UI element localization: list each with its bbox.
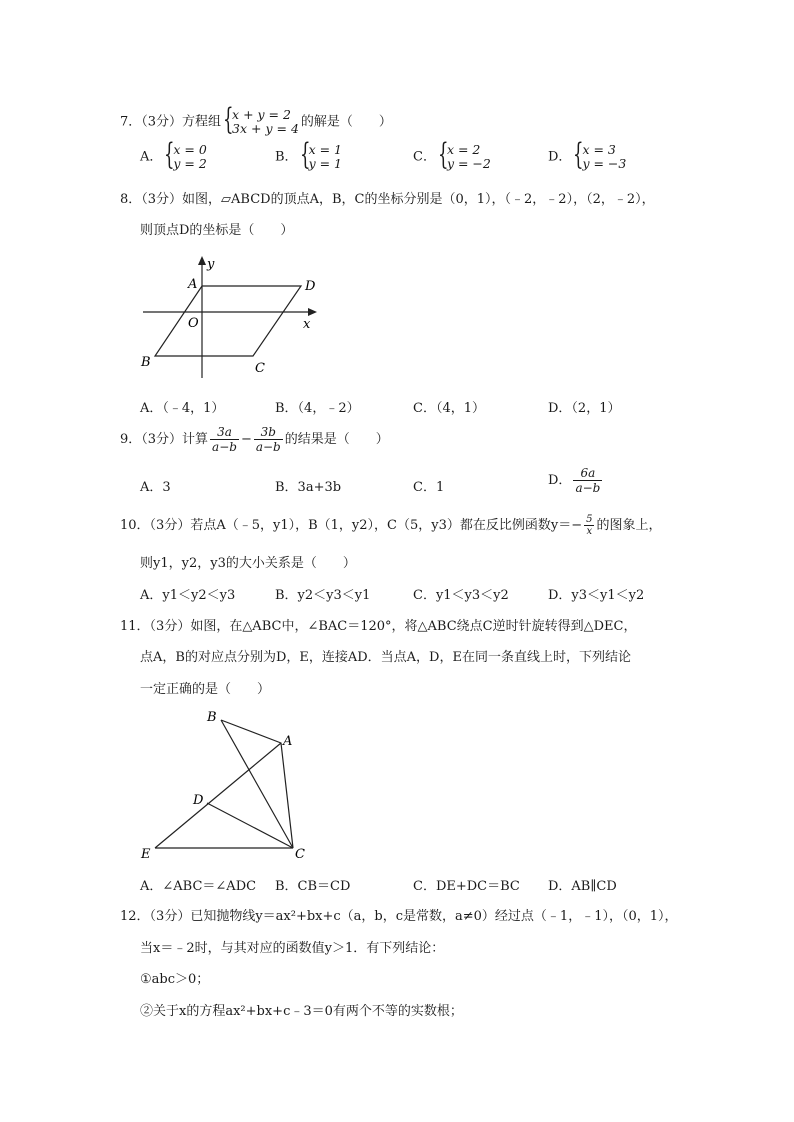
q7-equation-system: { x + y = 2 3x + y = 4 <box>223 102 299 137</box>
q7-option-d-label: D． <box>548 149 572 165</box>
question-11-line3: 一定正确的是（ ） <box>140 682 271 697</box>
q8-label-o: O <box>188 316 199 331</box>
q7-option-b-row2: y = 1 <box>308 156 342 171</box>
q7-option-a-row2: y = 2 <box>173 156 207 171</box>
question-12-item1: ①abc＞0； <box>140 972 210 987</box>
q11-option-d[interactable]: D．AB∥CD <box>548 879 617 894</box>
q8-x-axis-arrow <box>308 308 317 316</box>
q9-option-b[interactable]: B．3a+3b <box>275 480 342 495</box>
question-11-line2: 点A，B的对应点分别为D，E，连接AD．当点A，D，E在同一条直线上时，下列结论 <box>140 650 631 665</box>
q7-option-a[interactable]: A． { x = 0 y = 2 <box>140 137 207 172</box>
q7-stem-start: 7．（3分）方程组 <box>120 114 222 130</box>
q11-label-b: B <box>207 710 217 725</box>
q7-option-b-label: B． <box>275 149 298 165</box>
q7-option-d-row1: x = 3 <box>582 142 616 157</box>
q9-stem-end: 的结果是（ ） <box>284 432 389 447</box>
q11-option-a[interactable]: A．∠ABC＝∠ADC <box>140 879 257 894</box>
q7-option-d-row2: y = −3 <box>582 156 627 171</box>
q9-stem-start: 9．（3分）计算 <box>120 432 209 447</box>
q9-minus: − <box>240 432 252 447</box>
q11-label-a: A <box>283 734 293 749</box>
question-11-line1: 11．（3分）如图，在△ABC中，∠BAC＝120°，将△ABC绕点C逆时针旋转得到△DEC， <box>120 619 637 634</box>
q7-option-a-row1: x = 0 <box>173 142 207 157</box>
q11-label-e: E <box>141 847 151 862</box>
q9-optd-den: a−b <box>575 481 601 495</box>
q10-frac-den: x <box>586 526 593 537</box>
q7-option-b-row1: x = 1 <box>308 142 342 157</box>
question-9-stem <box>120 425 389 454</box>
question-7-stem <box>120 102 392 137</box>
q11-label-d: D <box>193 793 204 808</box>
q9-option-d[interactable] <box>548 466 604 495</box>
q11-option-b[interactable]: B．CB＝CD <box>275 879 351 894</box>
q8-label-y: y <box>207 257 215 272</box>
q8-label-x: x <box>303 317 311 332</box>
q8-label-d: D <box>305 279 316 294</box>
q10-line1-start: 10．（3分）若点A（﹣5，y1），B（1，y2），C（5，y3）都在反比例函数y＝− <box>120 518 583 533</box>
q9-option-d-label: D． <box>548 473 572 488</box>
q9-option-d-fraction <box>573 466 602 495</box>
q10-option-c[interactable]: C．y1＜y3＜y2 <box>413 588 509 603</box>
q8-option-a[interactable]: A．（﹣4，1） <box>140 401 225 416</box>
question-12-line1: 12．（3分）已知抛物线y＝ax²+bx+c（a，b，c是常数，a≠0）经过点（﹣1，﹣1），（0，1）， <box>120 909 678 924</box>
q9-f2-den: a−b <box>255 440 281 454</box>
q11-triangle-figure <box>135 705 315 865</box>
q10-fraction <box>584 514 594 537</box>
question-12-item2: ②关于x的方程ax²+bx+c﹣3＝0有两个不等的实数根； <box>140 1004 463 1019</box>
q9-optd-num: 6a <box>573 466 602 481</box>
q7-option-c-row1: x = 2 <box>446 142 481 157</box>
q8-parallelogram <box>155 286 301 356</box>
q8-option-b[interactable]: B．（4，﹣2） <box>275 401 360 416</box>
q10-option-d[interactable]: D．y3＜y1＜y2 <box>548 588 645 603</box>
q8-parallelogram-figure <box>135 250 325 380</box>
q7-option-d[interactable]: D． { x = 3 y = −3 <box>548 137 627 172</box>
q10-option-b[interactable]: B．y2＜y3＜y1 <box>275 588 371 603</box>
q11-label-c: C <box>295 847 305 862</box>
question-8-line1: 8．（3分）如图，▱ABCD的顶点A，B，C的坐标分别是（0，1），（﹣2，﹣2），（2，﹣2）， <box>120 192 655 207</box>
q9-option-c[interactable]: C．1 <box>413 480 445 495</box>
q7-stem-end: 的解是（ ） <box>300 114 392 130</box>
q8-option-d[interactable]: D．（2，1） <box>548 401 621 416</box>
question-12-line2: 当x＝﹣2时，与其对应的函数值y＞1．有下列结论： <box>140 941 445 956</box>
q10-frac-num: 5 <box>586 514 593 525</box>
q8-option-c[interactable]: C．（4，1） <box>413 401 485 416</box>
q9-fraction-2 <box>254 425 283 454</box>
q9-f2-num: 3b <box>254 425 283 440</box>
q9-f1-num: 3a <box>210 425 239 440</box>
q10-line1-end: 的图象上， <box>596 518 662 533</box>
q11-option-c[interactable]: C．DE+DC＝BC <box>413 879 520 894</box>
question-10-line1 <box>120 514 662 537</box>
q8-label-a: A <box>188 277 198 292</box>
q8-label-b: B <box>141 355 151 370</box>
q7-option-b[interactable]: B． { x = 1 y = 1 <box>275 137 342 172</box>
question-10-line2: 则y1，y2，y3的大小关系是（ ） <box>140 556 356 571</box>
q7-option-a-label: A． <box>140 149 163 165</box>
q9-fraction-1 <box>210 425 239 454</box>
q11-triangle-dec <box>155 803 293 848</box>
q7-eq2: 3x + y = 4 <box>232 121 299 136</box>
q8-y-axis-arrow <box>198 256 206 265</box>
question-8-line2: 则顶点D的坐标是（ ） <box>140 223 294 238</box>
q7-option-c[interactable]: C． { x = 2 y = −2 <box>413 137 491 172</box>
q7-option-c-label: C． <box>413 149 436 165</box>
q8-label-c: C <box>255 361 265 376</box>
q7-option-c-row2: y = −2 <box>446 156 491 171</box>
q7-eq1: x + y = 2 <box>232 107 291 122</box>
q9-f1-den: a−b <box>212 440 237 454</box>
q9-option-a[interactable]: A．3 <box>140 480 171 495</box>
q10-option-a[interactable]: A．y1＜y2＜y3 <box>140 588 236 603</box>
